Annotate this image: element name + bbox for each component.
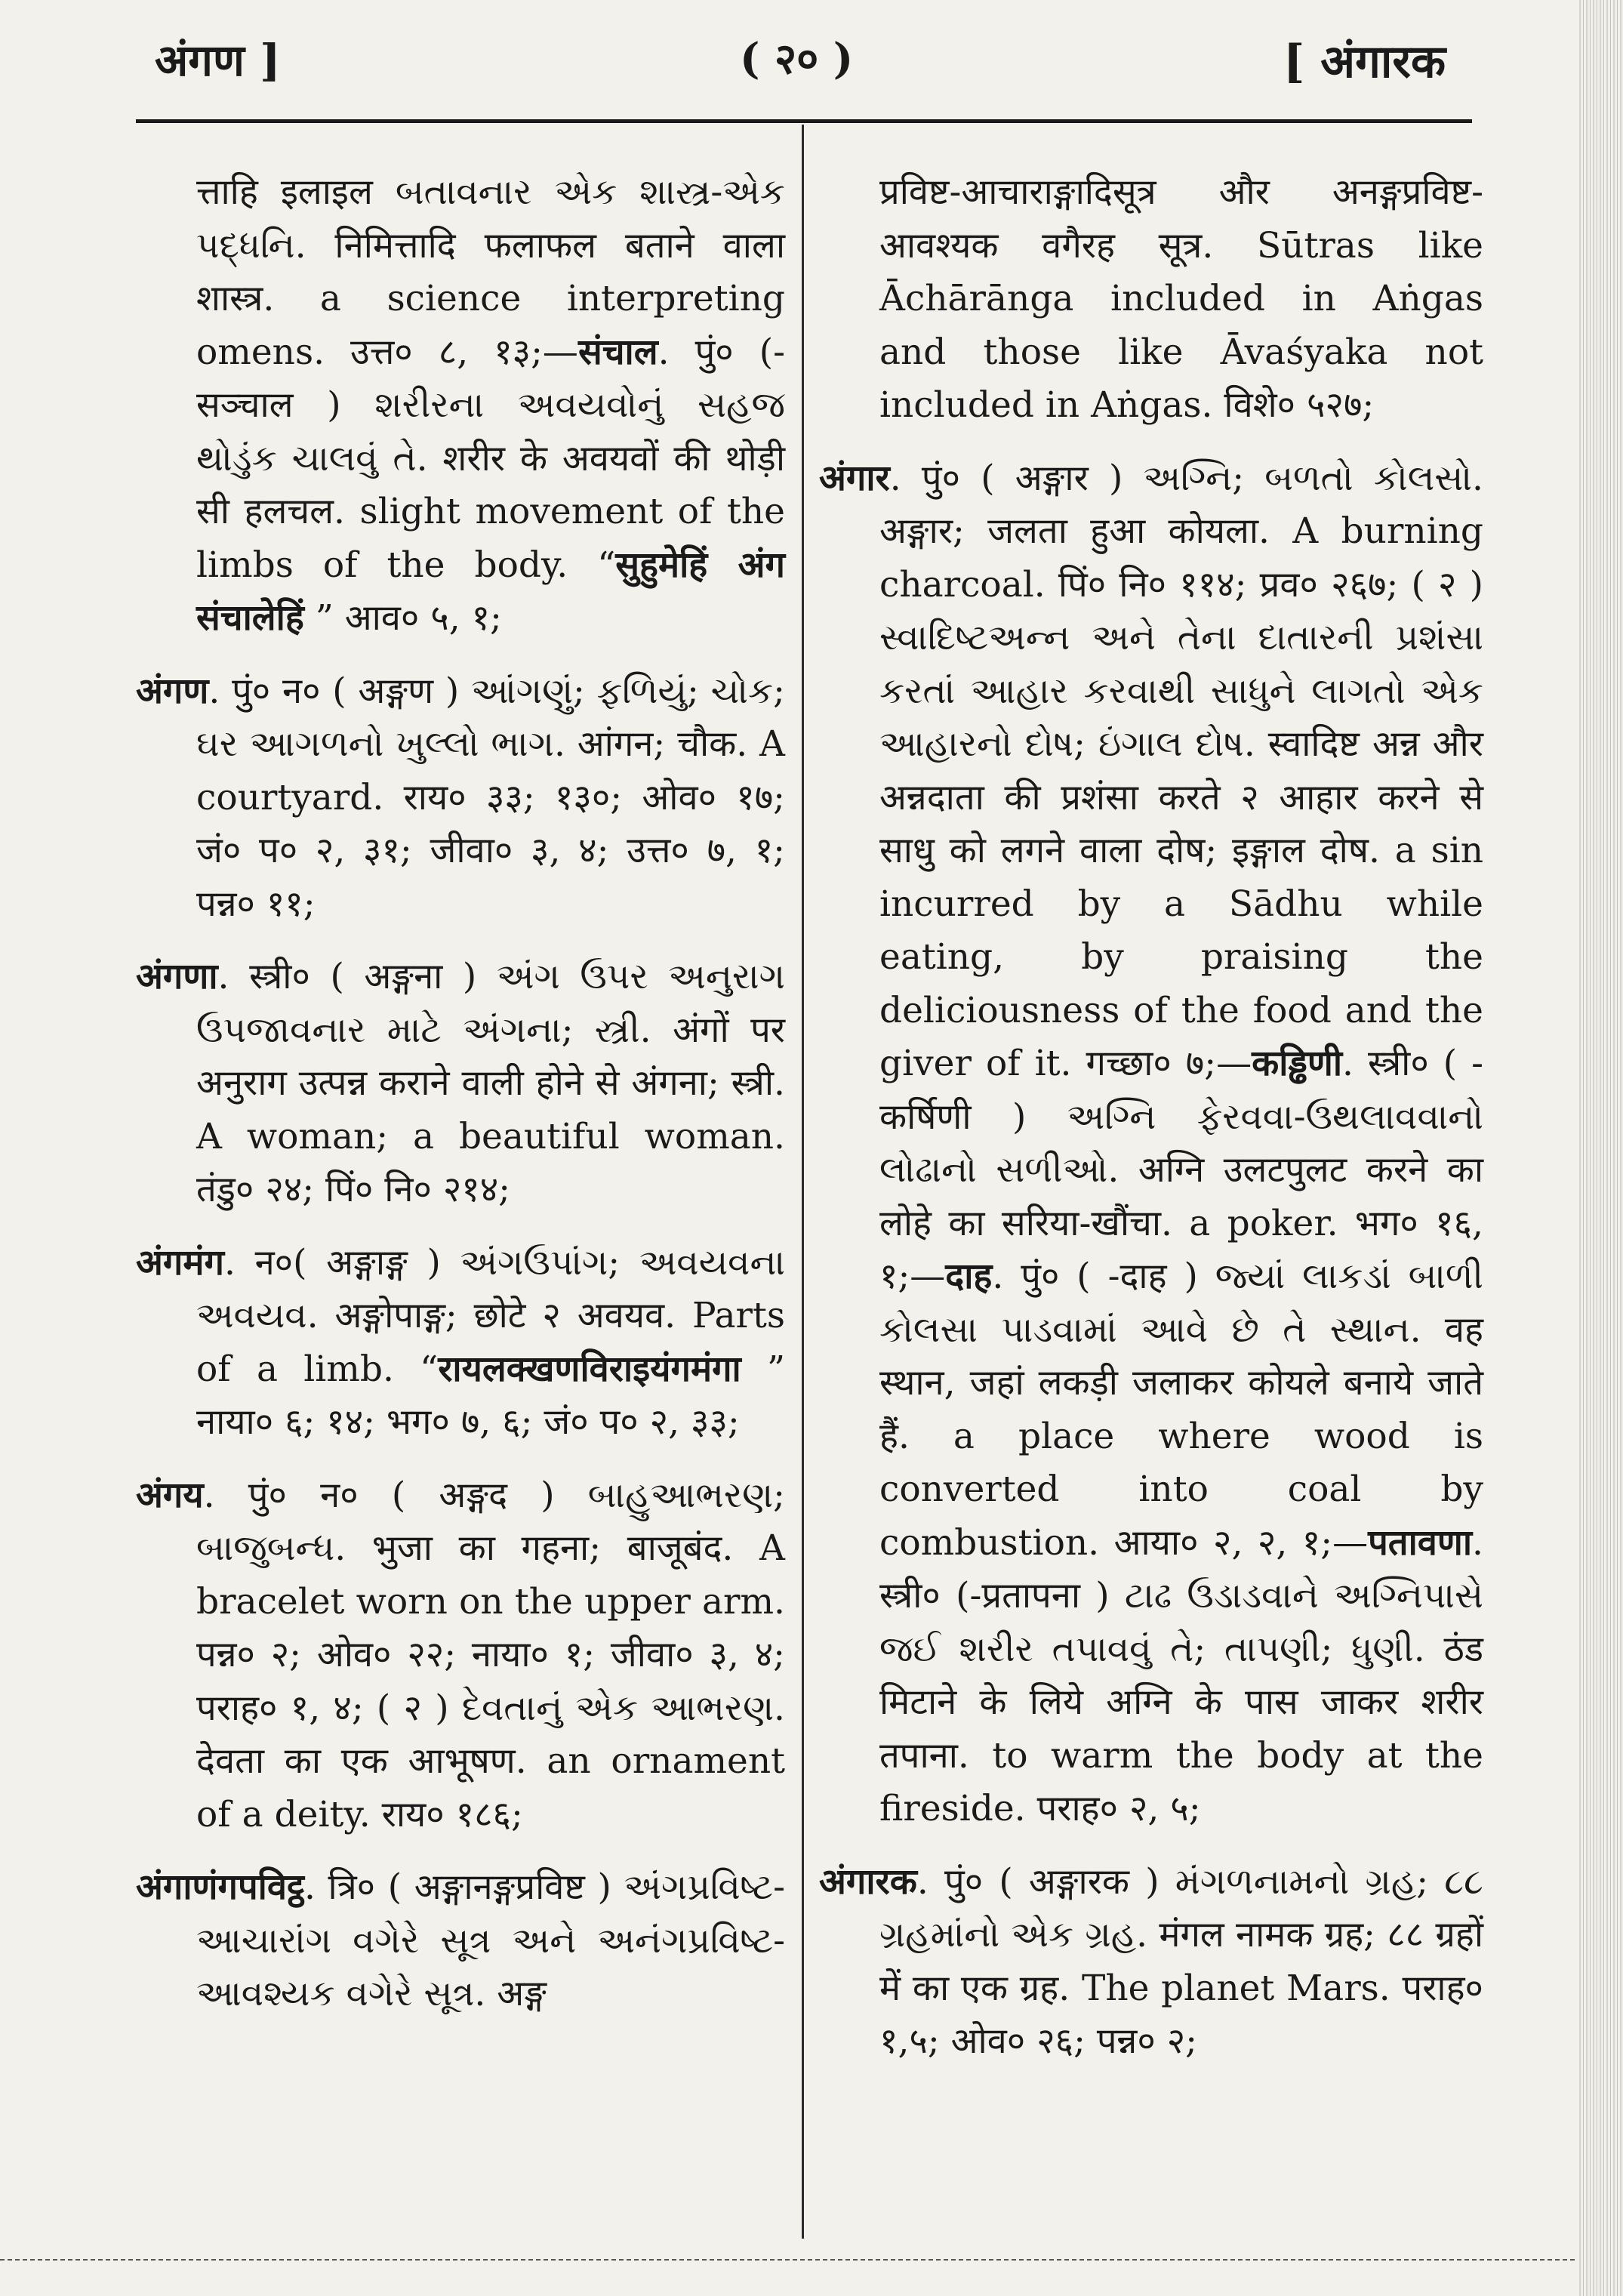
headword: अंगमंग xyxy=(136,1241,224,1284)
dictionary-entry xyxy=(136,951,785,1217)
headword: अंगणा xyxy=(136,956,218,997)
headword: अंगारक xyxy=(819,1860,917,1903)
subentry-headword: कड्ढिणी xyxy=(1252,1043,1342,1084)
entry-text: ” आव० ५, १; xyxy=(303,597,502,639)
entry-text: प्रविष्ट-आचाराङ्गादिसूत्र और अनङ्गप्रविष्ट-आवश्यक वगैरह सूत्र. Sūtras like Āchārānga included in Aṅgas and those like Āvaśyaka not included in Aṅgas. विशे० ५२७; xyxy=(879,171,1483,426)
header-left-guideword: अंगण ] xyxy=(155,35,281,86)
entry-text: . स्त्री० ( -कर्षिणी ) અગ્નિ ફેરવવા-ઉથલાવવાનો લોઢાનો સળીઓ. अग्नि उलटपुलट करने का लोहे का सरिया-खौंचा. a poker. भग० १६, १;— xyxy=(879,1043,1483,1297)
entry-text: . पुं० ( अङ्गारक ) મંગળનામનો ગ્રહ; ૮૮ ગ્રહમાંનો એક ગ્રહ. मंगल नामक ग्रह; ८८ ग्रहों में का एक ग्रह. The planet Mars. पराह० १,५; ओव० २६; पन्न० २; xyxy=(879,1860,1483,2062)
page-header xyxy=(0,29,1623,97)
dictionary-entry-continuation xyxy=(136,166,785,646)
footer-rule xyxy=(0,2259,1578,2261)
dictionary-entry xyxy=(136,1469,785,1842)
dictionary-entry-continuation xyxy=(819,166,1483,433)
entry-text: . पुं० ( अङ्गार ) અગ્નિ; બળતો કોલસો. अङ्गार; जलता हुआ कोयला. A burning charcoal. पिं० नि० ११४; प्रव० २६७; ( २ ) સ્વાદિષ્ટઅન્ન અને તેના દાતારની પ્રશંસા કરતાં આહાર કરવાથી સાધુને લાગતો એક આહારનો દોષ; ઇંગાલ દોષ. स्वादिष्ट अन्न और अन्नदाता की प्रशंसा करते २ आहार करने से साधु को लगने वाला दोष; इङ्गाल दोष. a sin incurred by a Sādhu while eating, by praising the deliciousness of the food and the giver of it. गच्छा० ७;— xyxy=(879,457,1483,1084)
headword: अंगण xyxy=(136,670,209,712)
dictionary-entry xyxy=(819,1856,1483,2069)
entry-text: . पुं० (-सञ्चाल ) શરીરના અવયવોનું સહજ થોડુંક ચાલવું તે. शरीर के अवयवों की थोड़ी सी हलचल. slight movement of the limbs of the body. “ xyxy=(196,331,785,586)
subentry-headword: दाह xyxy=(945,1256,993,1297)
quotation: रायलक्खणविराइयंगमंगा xyxy=(438,1348,741,1390)
page-edge-shadow xyxy=(1579,0,1623,2296)
dictionary-entry xyxy=(136,665,785,932)
header-rule xyxy=(136,119,1472,123)
quotation: सुहुमेहिं अंग संचालेहिं xyxy=(196,544,785,639)
entry-text: . स्त्री० (-प्रतापना ) ટાઢ ઉડાડવાને અગ્નિપાસે જઈ શરીર તપાવવું તે; તાપણી; ધુણી. ठंड मिटाने के लिये अग्नि के पास जाकर शरीर तपाना. to warm the body at the fireside. पराह० २, ५; xyxy=(879,1521,1483,1829)
entry-text: . त्रि० ( अङ्गानङ्गप्रविष्ट ) અંગપ્રવિષ્ટ-આચારાંગ વગેરે સૂત્ર અને અનંગપ્રવિષ્ટ-આવશ્યક વગેરે સૂત્ર. अङ्ग xyxy=(196,1866,785,2014)
subentry-headword: पतावणा xyxy=(1368,1521,1473,1564)
dictionary-entry xyxy=(136,1861,785,2021)
entry-text: . न०( अङ्गाङ्ग ) અંગઉપાંગ; અવયવના અવયવ. अङ्गोपाङ्ग; छोटे २ अवयव. Parts of a limb. “ xyxy=(196,1241,785,1390)
entry-text: त्ताहि इलाइल બતાવનાર એક શાસ્ત્ર-એક પદ્ધનિ. निमित्तादि फलाफल बताने वाला शास्त्र. a science interpreting omens. उत्त० ८, १३;— xyxy=(196,171,785,373)
entry-text: . पुं० न० ( अङ्गद ) બાહુઆભરણ; બાજુબન્ધ. भुजा का गहना; बाजूबंद. A bracelet worn on the upper arm. पन्न० २; ओव० २२; नाया० १; जीवा० ३, ४; पराह० १, ४; ( २ ) દેવતાનું એક આભરણ. देवता का एक आभूषण. an ornament of a deity. राय० १८६; xyxy=(196,1474,785,1835)
header-right-guideword: [ अंगारक xyxy=(1283,35,1446,88)
entry-text: ” नाया० ६; १४; भग० ७, ६; जं० प० २, ३३; xyxy=(196,1348,786,1443)
subentry-headword: संचाल xyxy=(577,331,658,373)
headword: अंगय xyxy=(136,1474,204,1516)
entry-text: . स्त्री० ( अङ्गना ) અંગ ઉપર અનુરાગ ઉપજાવનાર માટે અંગના; સ્ત્રી. अंगों पर अनुराग उत्पन्न कराने वाली होने से अंगना; स्त्री. A woman; a beautiful woman. तंडु० २४; पिं० नि० २१४; xyxy=(196,956,785,1210)
left-column xyxy=(136,166,785,2041)
right-column xyxy=(819,166,1483,2088)
dictionary-entry xyxy=(136,1237,785,1450)
headword: अंगाणंगपविट्ठ xyxy=(136,1866,304,1908)
page-number: ( २० ) xyxy=(740,34,854,84)
entry-text: . पुं० न० ( अङ्गण ) આંગણું; ફળિયું; ચોક; ઘર આગળનો ખુલ્લો ભાગ. आंगन; चौक. A courtyard. राय० ३३; १३०; ओव० १७; जं० प० २, ३१; जीवा० ३, ४; उत्त० ७, १; पन्न० ११; xyxy=(196,670,785,925)
column-divider xyxy=(802,125,804,2239)
headword: अंगार xyxy=(819,457,890,499)
entry-text: . पुं० ( -दाह ) જ્યાં લાકડાં બાળી કોલસા પાડવામાં આવે છે તે સ્થાન. वह स्थान, जहां लकड़ी जलाकर कोयले बनाये जाते हैं. a place where wood is converted into coal by combustion. आया० २, २, १;— xyxy=(879,1256,1483,1564)
dictionary-entry xyxy=(819,452,1483,1836)
